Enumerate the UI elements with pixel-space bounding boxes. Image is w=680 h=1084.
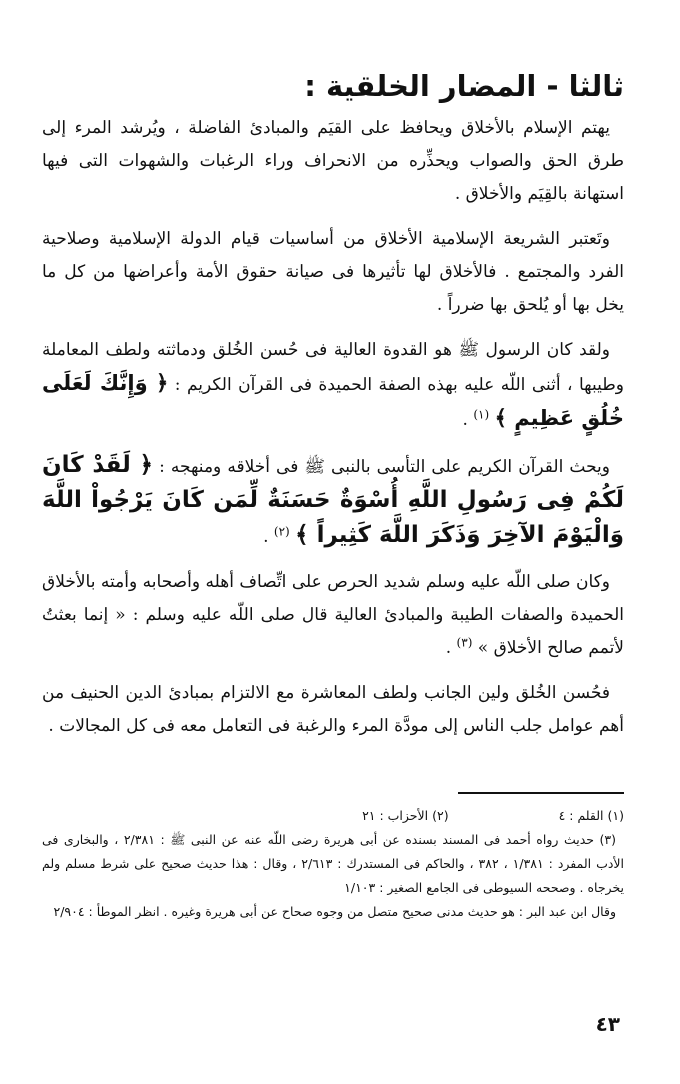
paragraph-3-end: . (462, 410, 474, 430)
quran-verse-2: ﴿ لَقَدْ كَانَ لَكُمْ فِى رَسُولِ اللَّهِ أُسْوَةٌ حَسَنَةٌ لِّمَن كَانَ يَرْجُواْ اللَّهَ وَالْيَوْمَ الآخِرَ وَذَكَرَ اللَّهَ كَثِيراً ﴾ (42, 452, 624, 548)
paragraph-5-end: . (445, 638, 457, 658)
page-number: ٤٣ (595, 1012, 620, 1036)
book-page (42, 64, 624, 1084)
footnote-3-continued: وقال ابن عبد البر : هو حديث مدنى صحيح متصل من وجوه صحاح عن أبى هريرة وغيره . انظر الموطأ : ٢/٩٠٤ (53, 904, 616, 919)
footnote-1: (١) القلم : ٤ (558, 808, 624, 823)
paragraph-6: فحُسن الخُلق ولين الجانب ولطف المعاشرة مع الالتزام بمبادئ الدين الحنيف من أهم عوامل جلب الناس إلى مودَّة المرء والرغبة فى التعامل معه فى كل المجالات . (42, 683, 624, 736)
paragraph-5 (42, 566, 624, 665)
paragraph-5-text: وكان صلى اللّه عليه وسلم شديد الحرص على اتِّصاف أهله وأصحابه وأمته بالأخلاق الحميدة والصفات الطيبة والمبادئ العالية قال صلى اللّه عليه وسلم : « إنما بعثتُ لأتمم صالح الأخلاق » (42, 572, 624, 658)
paragraph-3 (42, 334, 624, 437)
footnote-ref-3: (٣) (456, 635, 473, 650)
footnote-ref-1: (١) (473, 407, 490, 422)
paragraph-3-text: ولقد كان الرسول ﷺ هو القدوة العالية فى حُسن الخُلق ودماثته ولطف المعاملة وطيبها ، أثنى اللّه عليه بهذه الصفة الحميدة فى القرآن الكريم : (42, 340, 624, 395)
paragraph-4 (42, 449, 624, 554)
paragraph-1: يهتم الإسلام بالأخلاق ويحافظ على القيَم والمبادئ الفاضلة ، ويُرشد المرء إلى طرق الحق والصواب ويحذِّره من الانحراف وراء الرغبات والشهوات التى فيها استهانة بالقِيَم والأخلاق . (42, 118, 624, 204)
footnotes-row-1 (42, 804, 624, 828)
footnotes (42, 804, 624, 924)
paragraph-4-end: . (263, 527, 274, 547)
quran-verse-1: ﴿ وَإِنَّكَ لَعَلَى خُلُقٍ عَظِيمٍ ﴾ (42, 371, 624, 430)
footnote-3: (٣) حديث رواه أحمد فى المسند بسنده عن أبى هريرة رضى اللّه عنه عن النبى ﷺ : ٢/٣٨١ ، والبخارى فى الأدب المفرد : ١/٣٨١ ، ٣٨٢ ، والحاكم فى المستدرك : ٢/٦١٣ ، وقال : هذا حديث صحيح على شرط مسلم ولم يخرجاه . وصححه السيوطى فى الجامع الصغير : ١/١٠٣ (42, 832, 625, 895)
footnote-ref-2: (٢) (273, 524, 290, 539)
paragraph-2: وتَعتبر الشريعة الإسلامية الأخلاق من أساسيات قيام الدولة الإسلامية وصلاحية الفرد والمجتمع . فالأخلاق لها تأثيرها فى صيانة حقوق الأمة وأعراضها من كل ما يخل بها أو يُلحق بها ضرراً . (42, 229, 624, 315)
footnote-divider (458, 792, 624, 794)
section-heading: ثالثا - المضار الخلقية : (304, 69, 624, 103)
paragraph-4-text: ويحث القرآن الكريم على التأسى بالنبى ﷺ فى أخلاقه ومنهجه : (152, 457, 610, 477)
footnote-2: (٢) الأحزاب : ٢١ (362, 808, 449, 823)
